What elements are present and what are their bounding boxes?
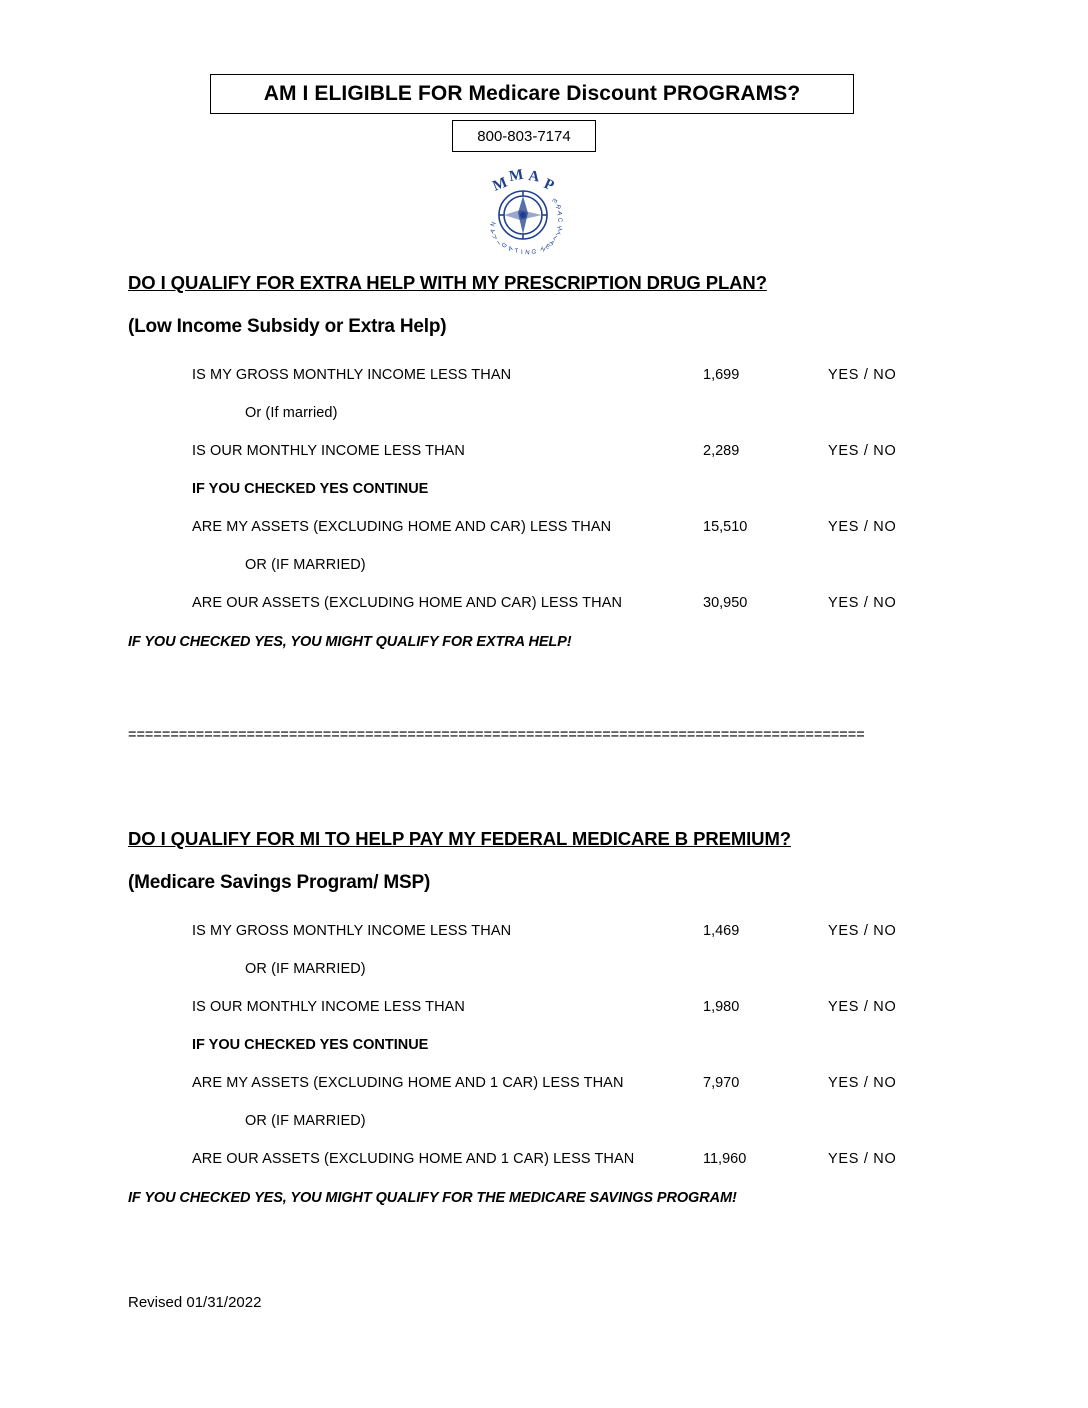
svg-text:M: M [490, 174, 510, 195]
row-amount: 1,699 [703, 367, 740, 383]
eligibility-row [0, 432, 1088, 470]
row-amount: 1,980 [703, 999, 740, 1015]
mmap-logo [468, 165, 578, 255]
row-yesno-choice[interactable]: YES / NO [828, 367, 897, 383]
svg-text:T: T [553, 230, 562, 238]
row-amount: 15,510 [703, 519, 748, 535]
svg-text:A: A [527, 168, 541, 186]
svg-text:P: P [541, 176, 557, 195]
svg-text:R: R [553, 203, 562, 210]
svg-text:A: A [555, 210, 563, 216]
section-footnote: IF YOU CHECKED YES, YOU MIGHT QUALIFY FOR EXTRA HELP! [128, 634, 572, 650]
row-yesno-choice[interactable]: YES / NO [828, 999, 897, 1015]
eligibility-row [0, 508, 1088, 546]
svg-text:T: T [514, 247, 520, 255]
svg-text:E: E [543, 242, 552, 251]
eligibility-row [0, 1140, 1088, 1178]
row-label: IS OUR MONTHLY INCOME LESS THAN [192, 999, 466, 1015]
row-label: OR (IF MARRIED) [245, 1113, 366, 1129]
eligibility-rows [0, 356, 1088, 622]
svg-text:N: N [489, 220, 498, 228]
eligibility-row [0, 356, 1088, 394]
row-yesno-choice[interactable]: YES / NO [828, 1151, 897, 1167]
row-amount: 30,950 [703, 595, 748, 611]
row-label: IS OUR MONTHLY INCOME LESS THAN [192, 443, 466, 459]
row-label: OR (IF MARRIED) [245, 557, 366, 573]
eligibility-row [0, 1026, 1088, 1064]
section-subheading: (Low Income Subsidy or Extra Help) [128, 316, 447, 337]
eligibility-row [0, 912, 1088, 950]
eligibility-row [0, 470, 1088, 508]
phone-number: 800-803-7174 [477, 127, 571, 145]
svg-text:I: I [496, 239, 502, 247]
row-amount: 2,289 [703, 443, 740, 459]
row-label: IF YOU CHECKED YES CONTINUE [192, 1037, 429, 1053]
svg-text:G: G [530, 248, 537, 255]
svg-text:A: A [488, 227, 497, 236]
eligibility-row [0, 584, 1088, 622]
row-label: ARE OUR ASSETS (EXCLUDING HOME AND CAR) LESS THAN [192, 595, 623, 611]
row-yesno-choice[interactable]: YES / NO [828, 1075, 897, 1091]
revision-date: Revised 01/31/2022 [128, 1294, 262, 1311]
row-label: ARE OUR ASSETS (EXCLUDING HOME AND 1 CAR) LESS THAN [192, 1151, 635, 1167]
svg-text:G: G [500, 241, 509, 250]
eligibility-row [0, 1102, 1088, 1140]
row-label: ARE MY ASSETS (EXCLUDING HOME AND CAR) LESS THAN [192, 519, 612, 535]
row-label: IF YOU CHECKED YES CONTINUE [192, 481, 429, 497]
eligibility-row [0, 394, 1088, 432]
section-extra-help [0, 272, 1088, 650]
row-amount: 11,960 [703, 1151, 747, 1167]
svg-text:I: I [521, 249, 523, 255]
svg-text:V: V [491, 233, 500, 242]
eligibility-row [0, 988, 1088, 1026]
page-title: AM I ELIGIBLE FOR Medicare Discount PROGRAMS? [263, 82, 801, 105]
row-amount: 7,970 [703, 1075, 740, 1091]
eligibility-row [0, 1064, 1088, 1102]
row-label: IS MY GROSS MONTHLY INCOME LESS THAN [192, 923, 512, 939]
svg-text:N: N [524, 249, 530, 255]
section-heading: DO I QUALIFY FOR EXTRA HELP WITH MY PRESCRIPTION DRUG PLAN? [128, 272, 767, 293]
eligibility-rows [0, 912, 1088, 1178]
section-divider: ======================================================================================= [128, 728, 865, 743]
section-footnote: IF YOU CHECKED YES, YOU MIGHT QUALIFY FOR THE MEDICARE SAVINGS PROGRAM! [128, 1190, 737, 1206]
svg-text:H: H [555, 225, 564, 232]
svg-text:A: A [507, 245, 514, 253]
row-yesno-choice[interactable]: YES / NO [828, 519, 897, 535]
svg-text:C: C [556, 217, 564, 223]
row-label: ARE MY ASSETS (EXCLUDING HOME AND 1 CAR) LESS THAN [192, 1075, 624, 1091]
section-subheading: (Medicare Savings Program/ MSP) [128, 872, 431, 893]
row-yesno-choice[interactable]: YES / NO [828, 923, 897, 939]
row-yesno-choice[interactable]: YES / NO [828, 443, 897, 459]
phone-number-box [452, 120, 596, 152]
document-title-box [210, 74, 854, 114]
row-label: IS MY GROSS MONTHLY INCOME LESS THAN [192, 367, 512, 383]
row-yesno-choice[interactable]: YES / NO [828, 595, 897, 611]
row-label: OR (IF MARRIED) [245, 961, 366, 977]
section-medicare-savings-program [0, 828, 1088, 1206]
row-amount: 1,469 [703, 923, 740, 939]
svg-text:M: M [507, 166, 525, 185]
eligibility-row [0, 950, 1088, 988]
section-heading: DO I QUALIFY FOR MI TO HELP PAY MY FEDERAL MEDICARE B PREMIUM? [128, 828, 791, 849]
svg-text:H: H [539, 245, 547, 254]
svg-text:A: A [547, 239, 556, 248]
svg-text:L: L [551, 235, 560, 242]
svg-text:E: E [550, 197, 559, 205]
eligibility-row [0, 546, 1088, 584]
row-label: Or (If married) [245, 405, 338, 421]
